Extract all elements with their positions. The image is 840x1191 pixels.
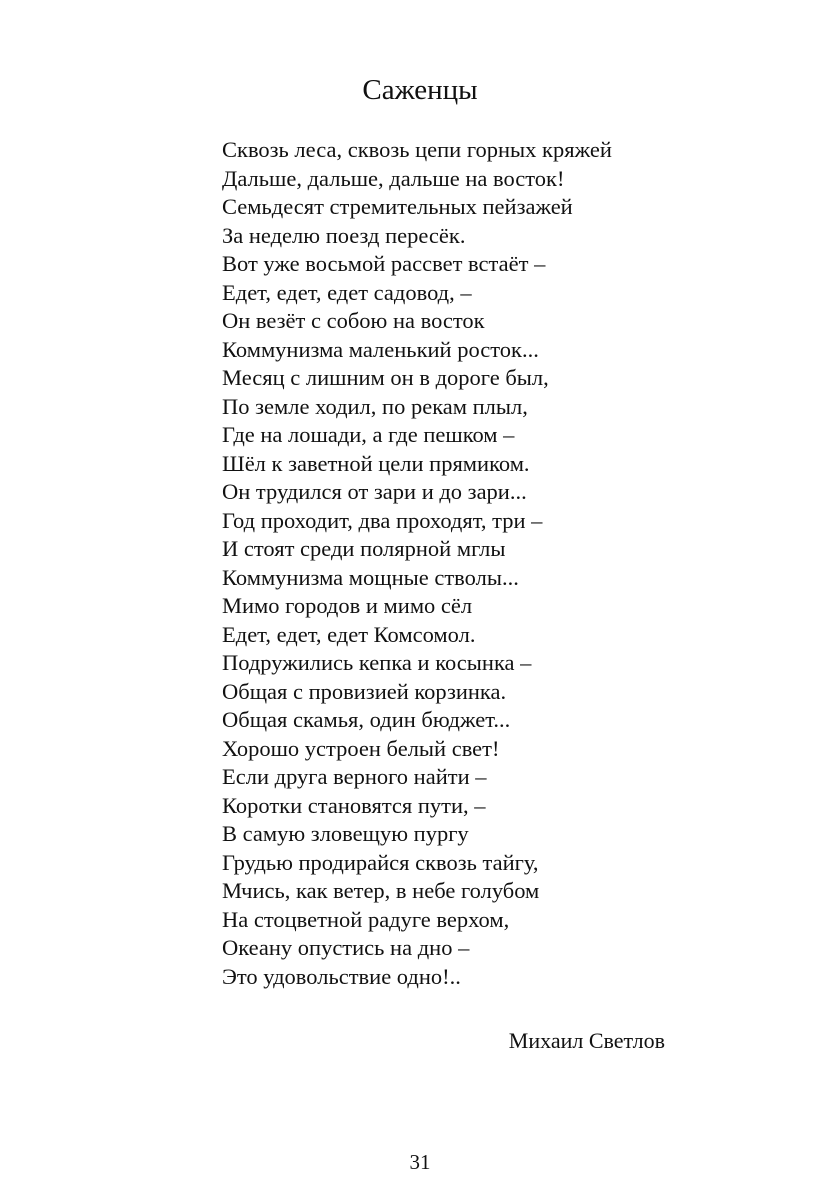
poem-line: Едет, едет, едет Комсомол. [222,621,476,647]
poem-line: По земле ходил, по рекам плыл, [222,393,528,419]
poem-line: Он везёт с собою на восток [222,308,485,333]
poem-line: Едет, едет, едет садовод, – [222,279,472,305]
poem-line: Коротки становятся пути, – [222,792,486,818]
poem-line: Мчись, как ветер, в небе голубом [222,878,540,903]
poem-line: Если друга верного найти – [222,764,487,789]
poem-line: Шёл к заветной цели прямиком. [222,450,530,476]
poem-line: Это удовольствие одно!.. [222,963,461,989]
poem-body [222,136,612,991]
poem-title: Саженцы [362,74,478,106]
poem-line: Год проходит, два проходят, три – [222,507,543,533]
poem-line: Океану опустись на дно – [222,935,470,960]
page-number: 31 [409,1150,431,1174]
poem-line: И стоят среди полярной мглы [222,536,506,561]
poem-line: Где на лошади, а где пешком – [222,422,515,447]
poem-line: В самую зловещую пургу [222,821,469,846]
poem-line: Подружились кепка и косынка – [222,650,532,675]
poem-line: Сквозь леса, сквозь цепи горных кряжей [222,137,612,162]
poem-line: Коммунизма маленький росток... [222,336,539,362]
poem-line: Грудью продирайся сквозь тайгу, [222,849,539,875]
poem-line: За неделю поезд пересёк. [222,222,466,248]
poem-line: Хорошо устроен белый свет! [222,735,500,761]
poem-line: Он трудился от зари и до зари... [222,479,527,504]
poem-line: На стоцветной радуге верхом, [222,906,510,932]
poem-line: Общая с провизией корзинка. [222,678,507,704]
poem-line: Коммунизма мощные стволы... [222,564,519,590]
poem-line: Семьдесят стремительных пейзажей [222,194,573,219]
poem-author: Михаил Светлов [508,1028,665,1053]
poem-line: Общая скамья, один бюджет... [222,707,511,732]
poem-line: Месяц с лишним он в дороге был, [222,365,549,390]
poem-line: Вот уже восьмой рассвет встаёт – [222,251,546,276]
poem-line: Мимо городов и мимо сёл [222,593,473,618]
poem-line: Дальше, дальше, дальше на восток! [222,165,565,191]
